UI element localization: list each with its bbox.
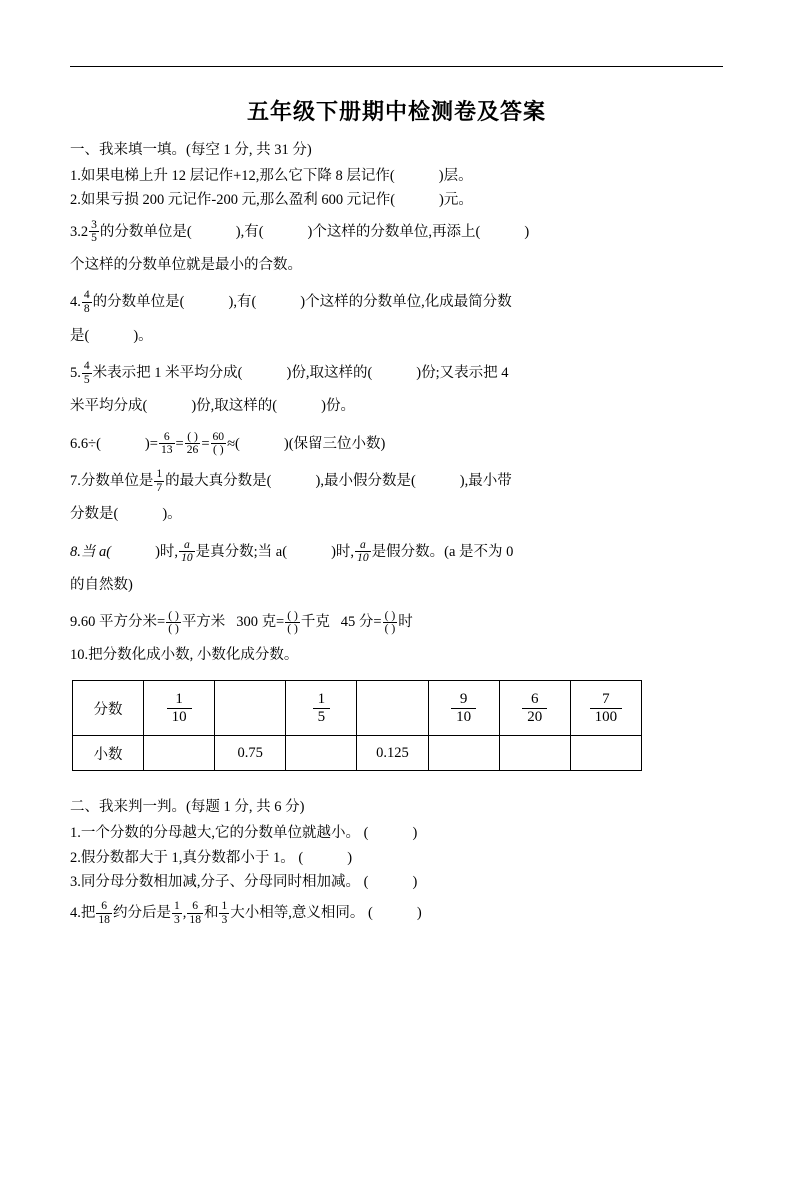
judge-1-suffix: ) bbox=[412, 825, 418, 842]
question-8-mid2: 是真分数;当 a( bbox=[195, 543, 288, 560]
fraction: $\frac{4}{5}$ bbox=[83, 359, 90, 386]
question-7-mid3: ),最小带 bbox=[459, 473, 512, 490]
question-7-line2b: )。 bbox=[162, 506, 182, 523]
question-4-mid1: 的分数单位是( bbox=[92, 294, 185, 311]
question-3-mid3: )个这样的分数单位,再添上( bbox=[307, 223, 481, 240]
table-cell bbox=[428, 736, 499, 771]
judge-3-suffix: ) bbox=[412, 873, 418, 890]
fraction: $\frac{3}{5}$ bbox=[91, 217, 97, 245]
question-3-prefix: 3.2 bbox=[70, 223, 89, 240]
row-label-decimal: 小数 bbox=[73, 736, 144, 771]
question-3-mid2: ),有( bbox=[235, 223, 264, 240]
judge-3-text: 3.同分母分数相加减,分子、分母同时相加减。 ( bbox=[70, 873, 369, 890]
table-row bbox=[73, 681, 642, 736]
question-8-mid1: )时, bbox=[155, 543, 179, 560]
table-cell: 0.125 bbox=[357, 736, 428, 771]
question-3-mid4: ) bbox=[524, 223, 530, 240]
question-10: 10.把分数化成小数, 小数化成分数。 bbox=[70, 646, 299, 663]
fraction: $\frac{a}{10}$ bbox=[181, 537, 193, 565]
question-5-mid3: )份;又表示把 4 bbox=[416, 365, 509, 382]
question-3-line2: 个这样的分数单位就是最小的合数。 bbox=[70, 257, 302, 274]
question-6-eq3: = bbox=[201, 435, 210, 452]
table-cell bbox=[144, 736, 215, 771]
fraction: $\frac{1}{10}$ bbox=[167, 691, 192, 726]
question-1-suffix: )层。 bbox=[438, 167, 473, 184]
question-5-line2b: )份,取这样的( bbox=[191, 398, 278, 415]
row-label-fraction: 分数 bbox=[73, 681, 144, 736]
page-title: 五年级下册期中检测卷及答案 bbox=[246, 99, 546, 124]
question-8-prefix: 8.当 a( bbox=[70, 543, 112, 560]
fraction: $\frac{a}{10}$ bbox=[357, 537, 369, 565]
fraction: $\frac{( )}{26}$ bbox=[186, 429, 199, 457]
question-7 bbox=[70, 465, 723, 532]
question-6 bbox=[70, 428, 723, 461]
question-5-mid2: )份,取这样的( bbox=[286, 365, 373, 382]
judge-1-text: 1.一个分数的分母越大,它的分数单位就越小。 ( bbox=[70, 825, 369, 842]
fraction: $\frac{6}{20}$ bbox=[522, 691, 547, 726]
fraction: $\frac{1}{5}$ bbox=[313, 691, 331, 726]
judge-4 bbox=[70, 897, 723, 930]
judge-2-suffix: ) bbox=[347, 849, 353, 866]
table-cell bbox=[499, 736, 570, 771]
question-4-line2a: 是( bbox=[70, 327, 90, 344]
judge-1 bbox=[70, 822, 723, 844]
fraction: $\frac{1}{3}$ bbox=[221, 899, 228, 926]
question-5-mid1: 米表示把 1 米平均分成( bbox=[92, 365, 243, 382]
table-cell: 0.75 bbox=[215, 736, 286, 771]
question-4 bbox=[70, 286, 723, 353]
section-heading-true-false: 二、我来判一判。(每题 1 分, 共 6 分) bbox=[70, 799, 305, 816]
question-4-prefix: 4. bbox=[70, 294, 81, 311]
judge-2 bbox=[70, 847, 723, 869]
question-6-eq1: )= bbox=[144, 435, 158, 452]
question-2-suffix: )元。 bbox=[439, 192, 473, 209]
fraction: $\frac{60}{( )}$ bbox=[212, 429, 225, 457]
question-9-mid5: 时 bbox=[398, 614, 413, 631]
question-1-prefix: 1.如果电梯上升 12 层记作+12,那么它下降 8 层记作( bbox=[70, 167, 395, 184]
question-6-eq2: = bbox=[175, 435, 184, 452]
section-heading-fill-in: 一、我来填一填。(每空 1 分, 共 31 分) bbox=[70, 142, 312, 158]
fraction: $\frac{6}{18}$ bbox=[98, 899, 110, 926]
fraction: $\frac{6}{13}$ bbox=[160, 429, 173, 457]
table-cell bbox=[286, 736, 357, 771]
question-7-mid2: ),最小假分数是( bbox=[315, 473, 416, 490]
question-2-prefix: 2.如果亏损 200 元记作-200 元,那么盈利 600 元记作( bbox=[70, 192, 396, 209]
fraction: $\frac{7}{100}$ bbox=[590, 691, 623, 726]
judge-4-suffix: ) bbox=[416, 905, 422, 922]
judge-2-text: 2.假分数都大于 1,真分数都小于 1。 ( bbox=[70, 849, 304, 866]
table-cell bbox=[286, 681, 357, 736]
question-5-prefix: 5. bbox=[70, 365, 81, 382]
question-3 bbox=[70, 216, 723, 283]
header-rule bbox=[70, 66, 723, 67]
question-5-line2 bbox=[70, 390, 723, 423]
judge-4-mid3: 和 bbox=[203, 905, 219, 922]
fraction: $\frac{1}{7}$ bbox=[156, 467, 163, 494]
question-9 bbox=[70, 606, 723, 639]
question-7-prefix: 7.分数单位是 bbox=[70, 473, 154, 490]
fraction: $\frac{( )}{( )}$ bbox=[384, 608, 396, 636]
judge-4-prefix: 4.把 bbox=[70, 905, 96, 922]
question-5-line2c: )份。 bbox=[321, 398, 355, 415]
table-cell bbox=[570, 681, 641, 736]
question-5 bbox=[70, 357, 723, 424]
question-9-mid1: 平方米 bbox=[181, 614, 226, 631]
table-cell bbox=[570, 736, 641, 771]
question-9-prefix: 9.60 平方分米= bbox=[70, 614, 166, 631]
question-8-mid4: 是假分数。(a 是不为 0 bbox=[371, 543, 514, 560]
question-6-suffix: )(保留三位小数) bbox=[283, 435, 386, 452]
judge-4-mid4: 大小相等,意义相同。 ( bbox=[230, 905, 373, 922]
question-2 bbox=[70, 189, 723, 211]
judge-4-mid1: 约分后是 bbox=[112, 905, 171, 922]
question-7-line2a: 分数是( bbox=[70, 506, 119, 523]
table-cell bbox=[144, 681, 215, 736]
judge-3 bbox=[70, 871, 723, 893]
fraction: $\frac{9}{10}$ bbox=[451, 691, 476, 726]
exam-page bbox=[0, 66, 793, 1188]
question-4-line2 bbox=[70, 320, 723, 353]
question-4-line2b: )。 bbox=[133, 327, 153, 344]
question-9-mid3: 千克 bbox=[300, 614, 330, 631]
question-4-mid2: ),有( bbox=[228, 294, 257, 311]
table-row bbox=[73, 736, 642, 771]
question-6-prefix: 6.6÷( bbox=[70, 435, 101, 452]
fraction: $\frac{1}{3}$ bbox=[173, 899, 180, 926]
question-7-mid1: 的最大真分数是( bbox=[165, 473, 272, 490]
fraction: $\frac{( )}{( )}$ bbox=[287, 608, 298, 636]
question-8 bbox=[70, 536, 723, 603]
question-9-mid2: 300 克= bbox=[236, 614, 285, 631]
question-3-mid1: 的分数单位是( bbox=[99, 223, 192, 240]
question-7-line2 bbox=[70, 498, 723, 531]
question-6-approx: ≈( bbox=[227, 435, 240, 452]
table-cell bbox=[499, 681, 570, 736]
fraction: $\frac{( )}{( )}$ bbox=[168, 608, 179, 636]
question-1 bbox=[70, 165, 723, 187]
question-9-mid4: 45 分= bbox=[340, 614, 382, 631]
question-8-line2: 的自然数) bbox=[70, 577, 133, 594]
fraction-decimal-table bbox=[72, 680, 642, 771]
judge-4-mid2: , bbox=[182, 905, 187, 922]
fraction: $\frac{6}{18}$ bbox=[189, 899, 201, 926]
question-4-mid3: )个这样的分数单位,化成最简分数 bbox=[300, 294, 512, 311]
fraction: $\frac{4}{8}$ bbox=[83, 288, 90, 315]
table-cell bbox=[428, 681, 499, 736]
table-cell bbox=[357, 681, 428, 736]
table-cell bbox=[215, 681, 286, 736]
question-8-mid3: )时, bbox=[331, 543, 355, 560]
question-5-line2a: 米平均分成( bbox=[70, 398, 148, 415]
